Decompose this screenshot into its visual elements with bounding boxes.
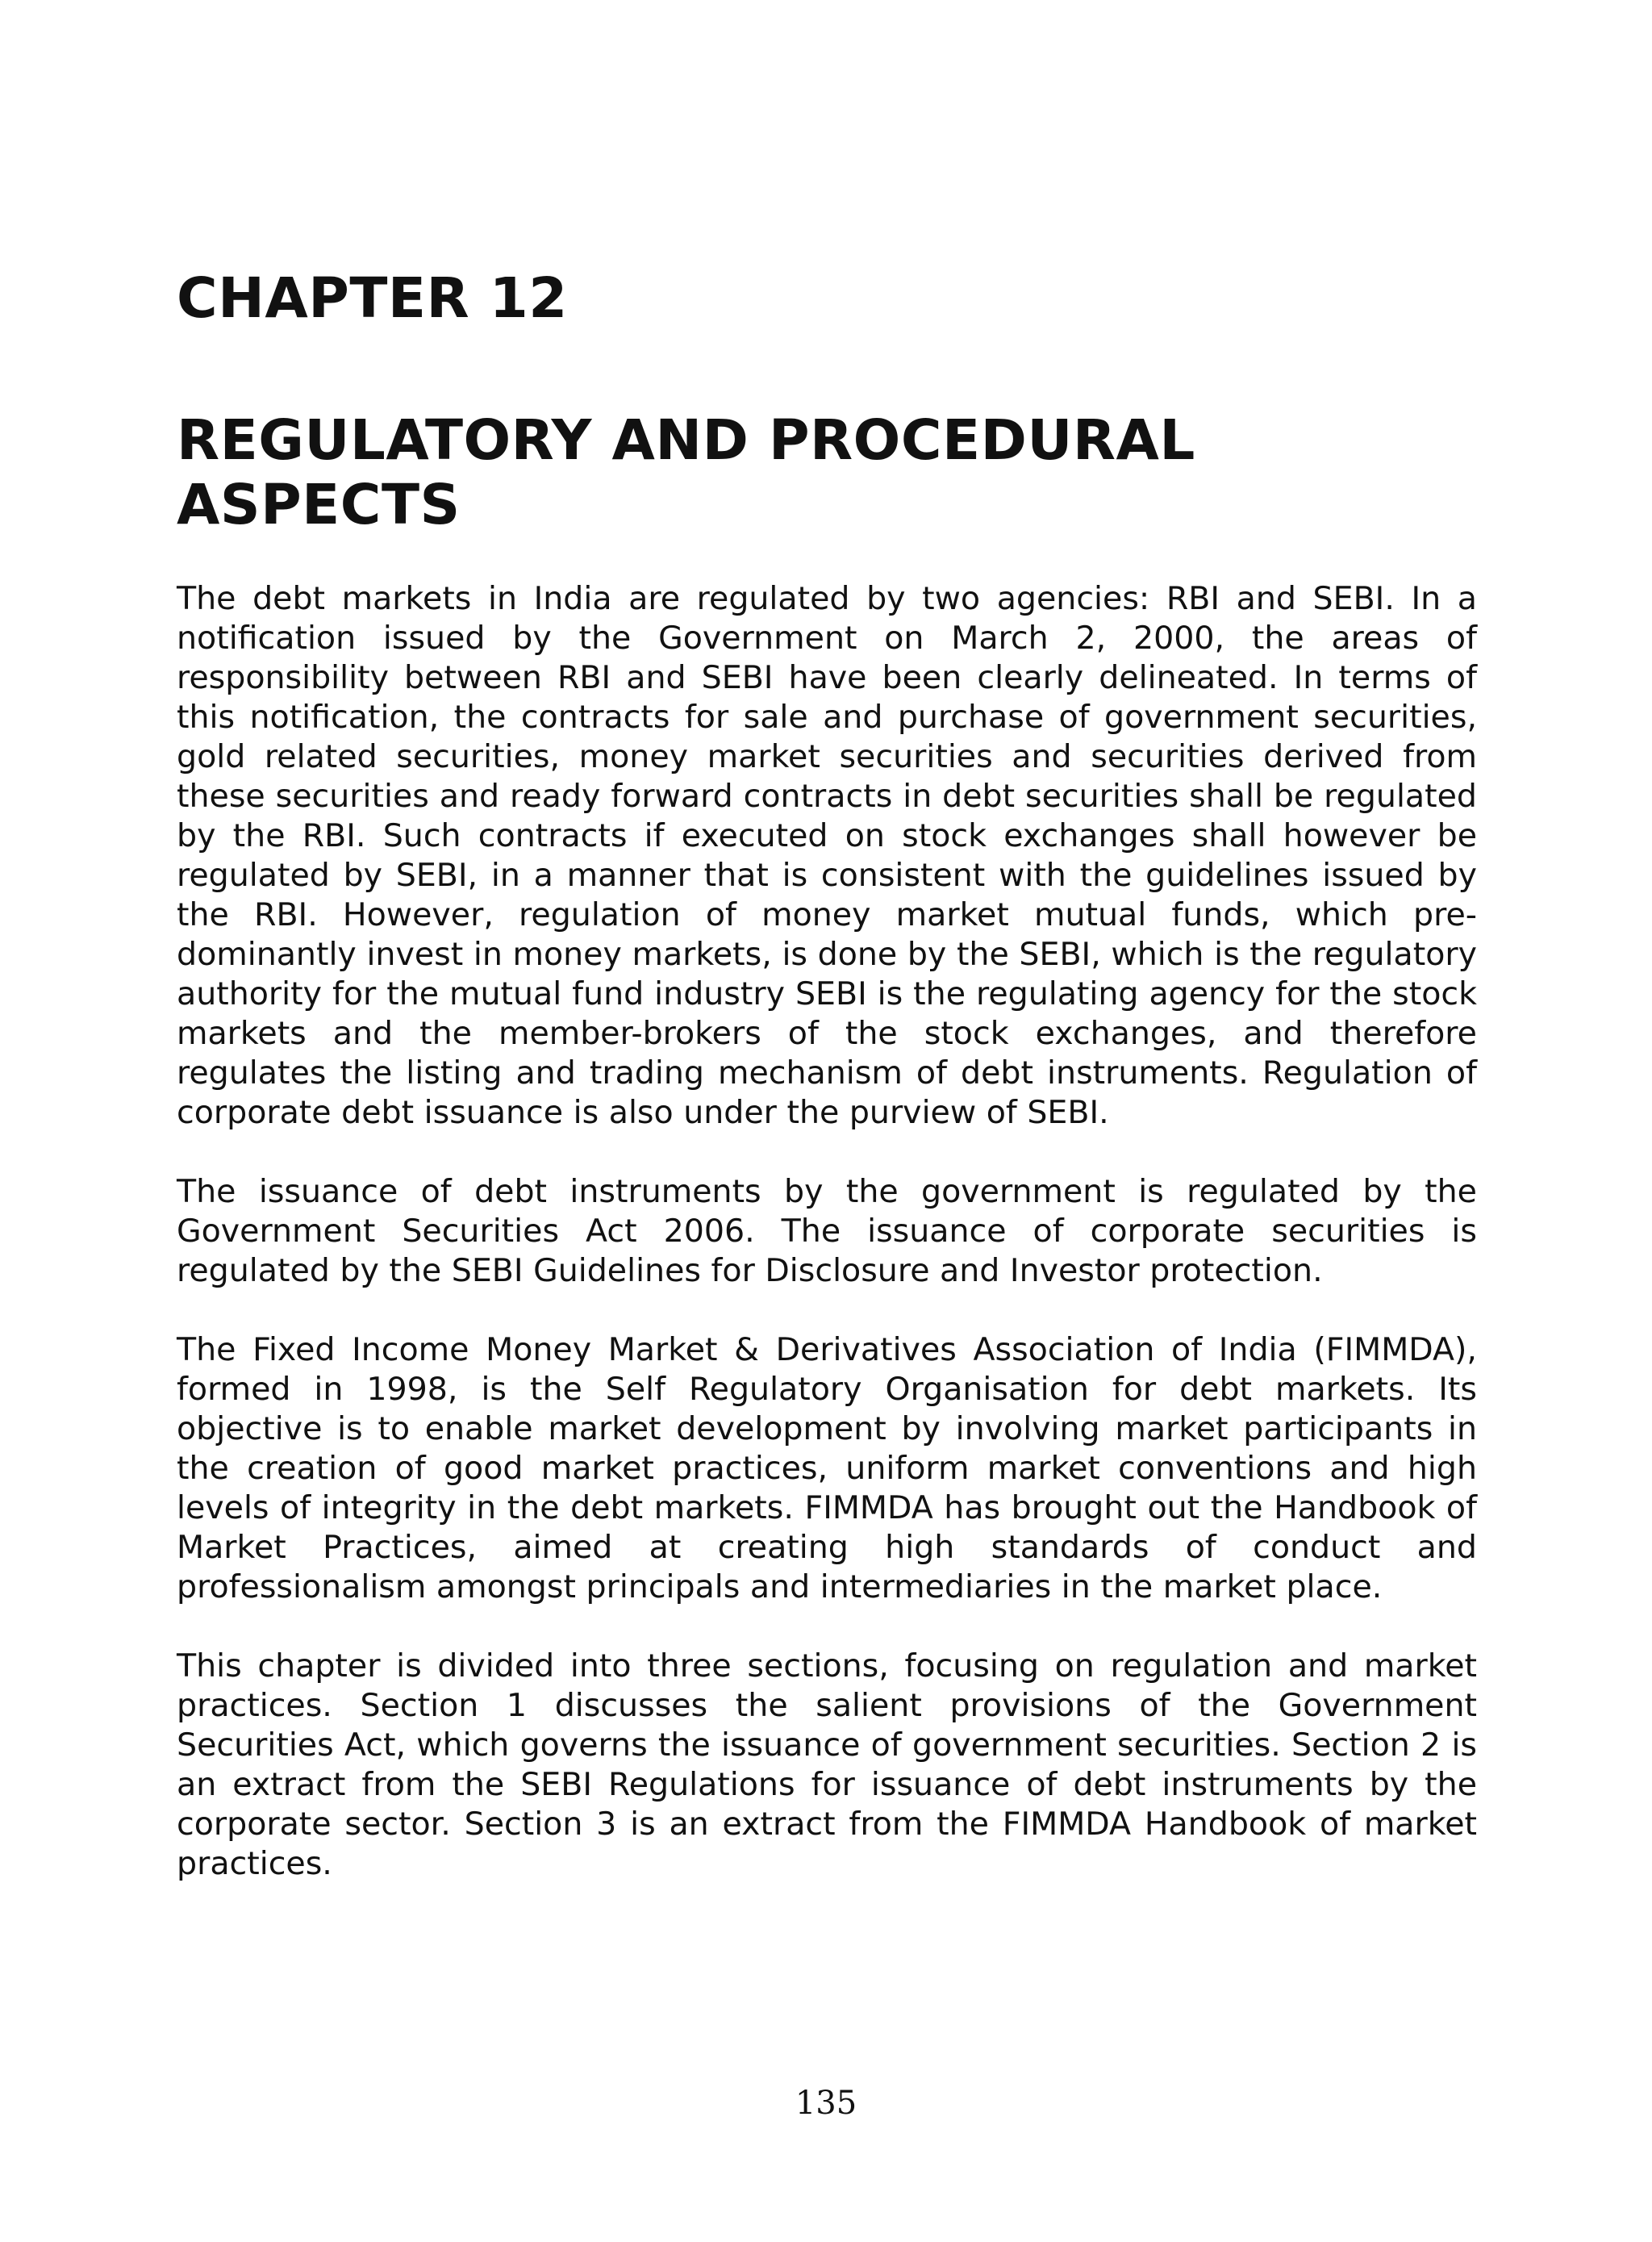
body-text: [177, 579, 1477, 1884]
paragraph-issuance: The issuance of debt instruments by the government is regulated by the Government Securities Act 2006. The issuance of corporate securities is regulated by the SEBI Guidelines for Disclosure and Investor protection.: [177, 1173, 1477, 1289]
chapter-label: CHAPTER 12: [177, 266, 568, 331]
page-content: [177, 266, 1477, 1923]
chapter-title: REGULATORY AND PROCEDURAL ASPECTS: [177, 408, 1195, 537]
paragraph-chapter-outline: This chapter is divided into three sections, focusing on regulation and market practices. Section 1 discusses the salient provisions of the Government Securities Act, which governs the issuance of government securities. Section 2 is an extract from the SEBI Regulations for issuance of debt instruments by the corporate sector. Section 3 is an extract from the FIMMDA Handbook of market practices.: [177, 1647, 1477, 1882]
paragraph-fimmda: The Fixed Income Money Market & Derivatives Association of India (FIMMDA), formed in 1998, is the Self Regulatory Organisation for debt markets. Its objective is to enable market development by involving market participants in the creation of good market practices, uniform market conventions and high levels of integrity in the debt markets. FIMMDA has brought out the Handbook of Market Practices, aimed at creating high standards of conduct and professionalism amongst principals and intermediaries in the market place.: [177, 1331, 1477, 1605]
page-number: 135: [795, 2085, 857, 2122]
paragraph-regulators: The debt markets in India are regulated by two agencies: RBI and SEBI. In a notification issued by the Government on March 2, 2000, the areas of responsibility between RBI and SEBI have been clearly delineated. In terms of this notification, the contracts for sale and purchase of government securities, gold related securities, money market securities and securities derived from these securities and ready forward contracts in debt securities shall be regulated by the RBI. Such contracts if executed on stock exchanges shall however be regulated by SEBI, in a manner that is consistent with the guidelines issued by the RBI. However, regulation of money market mutual funds, which pre-dominantly invest in money markets, is done by the SEBI, which is the regulatory authority for the mutual fund industry SEBI is the regulating agency for the stock markets and the member-brokers of the stock exchanges, and therefore regulates the listing and trading mechanism of debt instruments. Regulation of corporate debt issuance is also under the purview of SEBI.: [177, 580, 1477, 1131]
